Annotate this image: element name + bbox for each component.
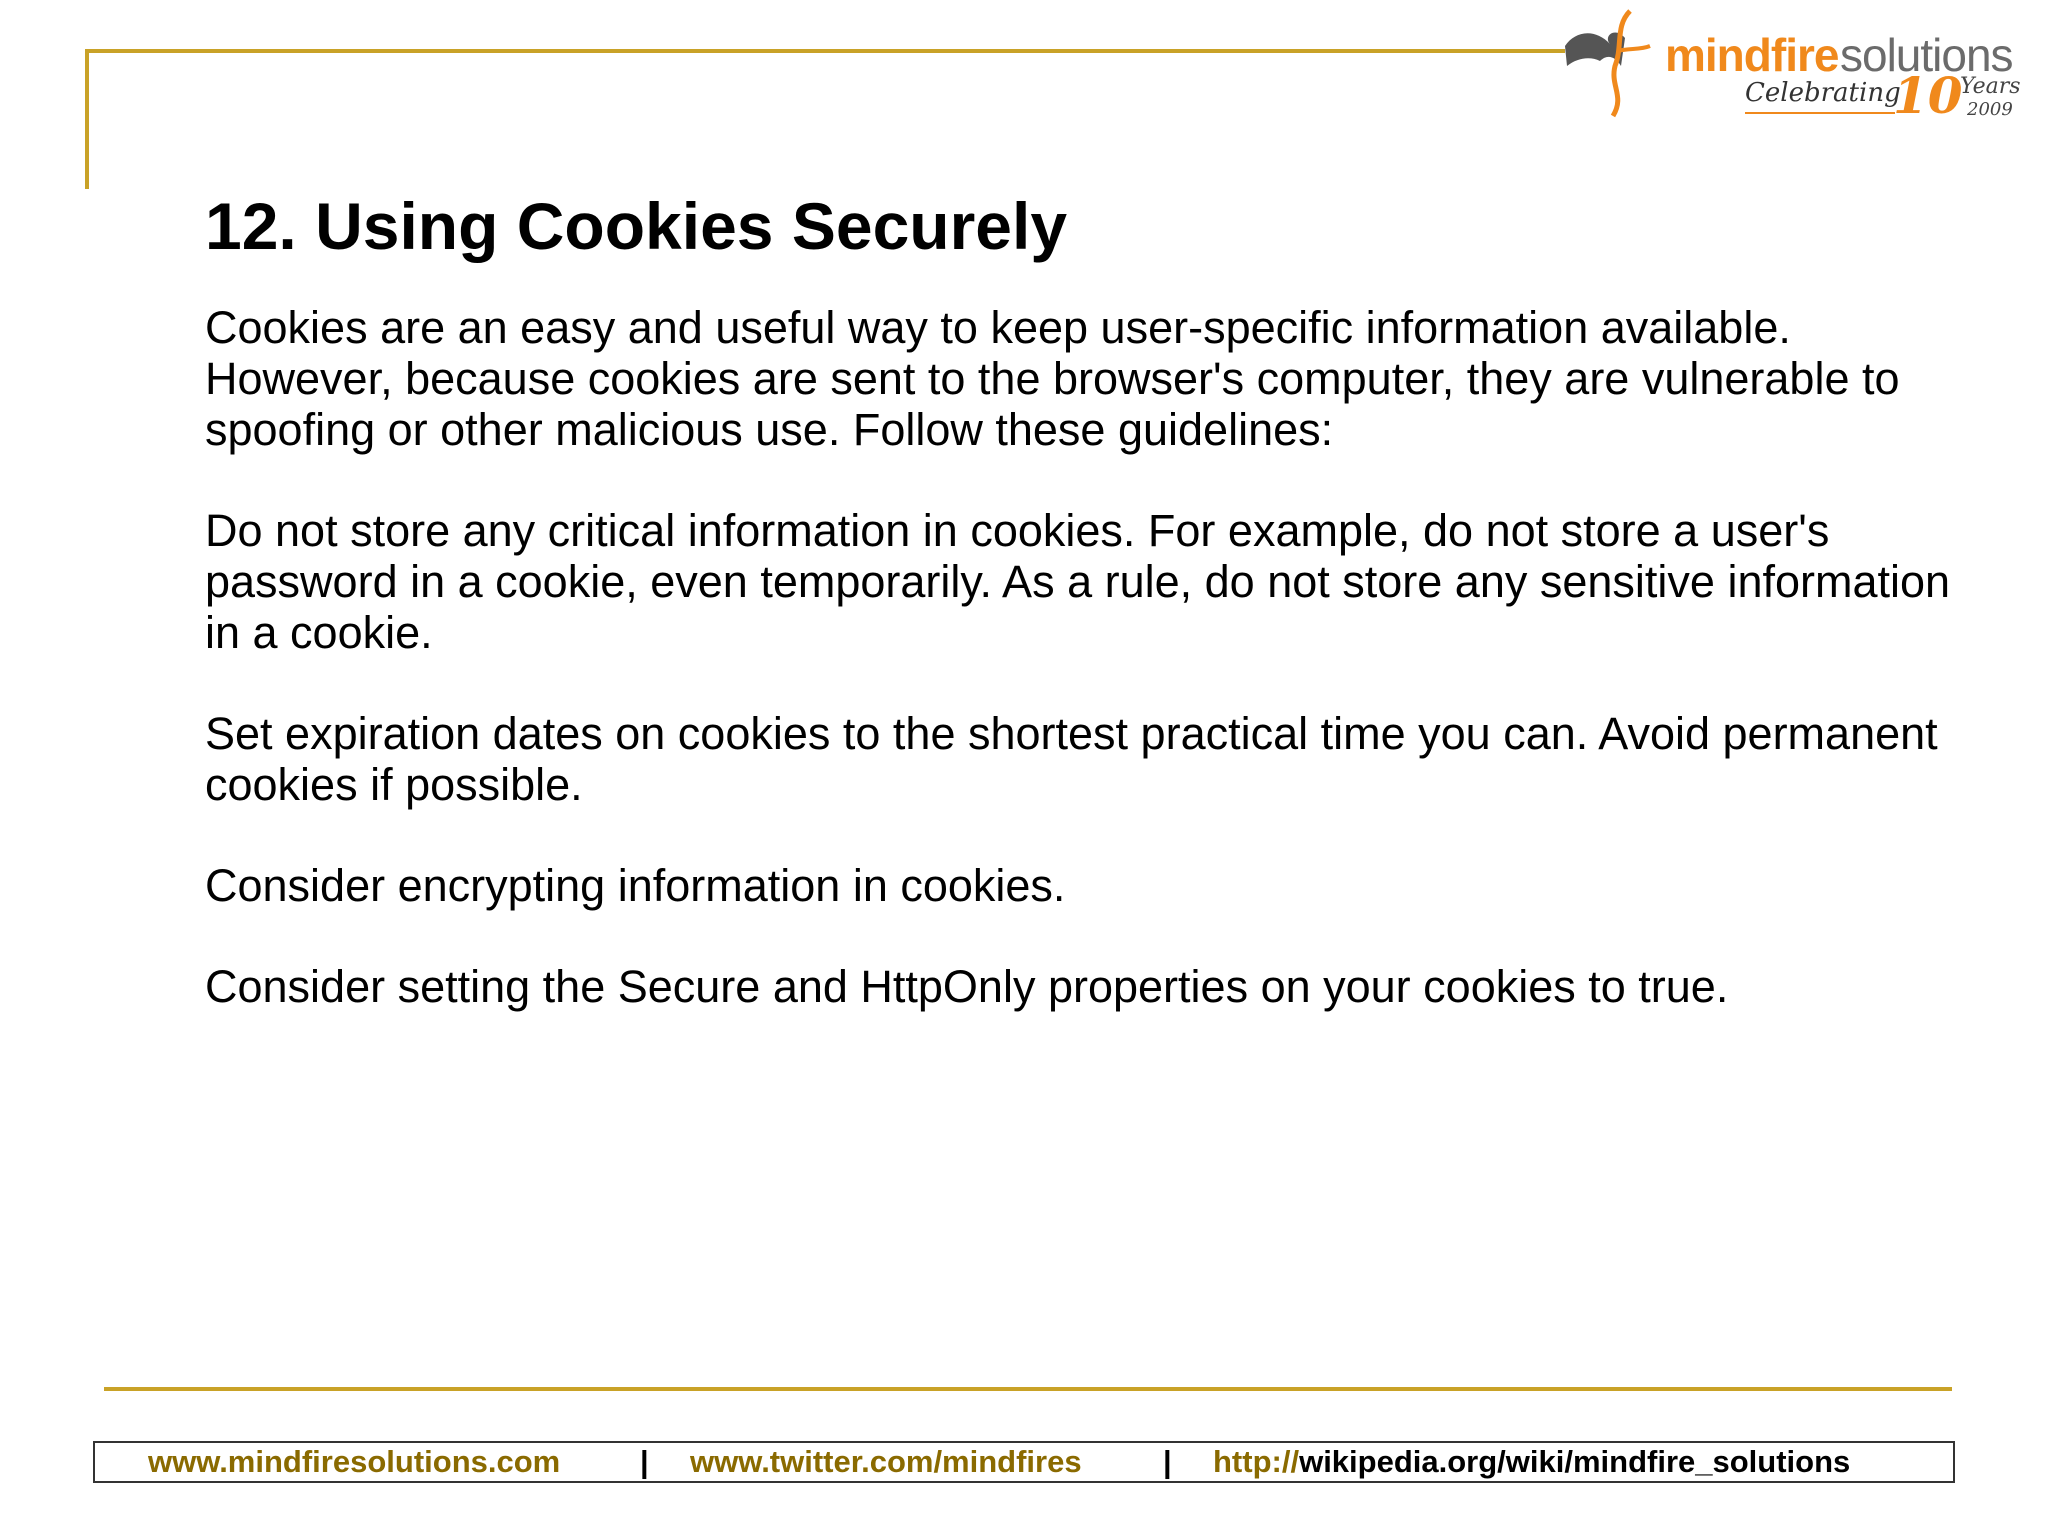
bottom-divider-line xyxy=(104,1387,1952,1391)
logo-wordmark-primary: mindfire xyxy=(1665,29,1839,81)
top-divider-line xyxy=(85,49,1565,53)
logo-year-text: 2009 xyxy=(1967,99,2013,120)
logo-wordmark-secondary: solutions xyxy=(1840,29,2013,81)
company-logo xyxy=(1555,6,2021,126)
footer-link-wikipedia-path: wikipedia.org/wiki/mindfire_solutions xyxy=(1299,1444,1851,1479)
slide-title: 12. Using Cookies Securely xyxy=(205,189,1068,263)
body-paragraph: Consider encrypting information in cookies. xyxy=(205,860,1066,911)
footer-link-wikipedia-protocol: http:// xyxy=(1213,1444,1300,1479)
footer-link-wikipedia[interactable] xyxy=(1213,1443,1850,1481)
flame-figure-icon xyxy=(1555,6,1665,121)
body-paragraph: Set expiration dates on cookies to the shortest practical time you can. Avoid permanent cookies if possible. xyxy=(205,708,1938,810)
logo-celebrating-text: Celebrating xyxy=(1745,78,1901,108)
footer-link-twitter[interactable]: www.twitter.com/mindfires xyxy=(690,1444,1082,1479)
slide-body xyxy=(205,302,1965,1062)
logo-underline xyxy=(1745,112,1895,114)
body-paragraph: Do not store any critical information in cookies. For example, do not store a user's password in a cookie, even temporarily. As a rule, do not store any sensitive information in a cookie. xyxy=(205,505,1951,658)
logo-anniversary-number: 10 xyxy=(1893,66,1963,125)
footer-separator: | xyxy=(1163,1444,1172,1479)
logo-years-text: Years xyxy=(1960,74,2021,99)
body-paragraph: Cookies are an easy and useful way to keep user-specific information available. However, because cookies are sent to the browser's computer, they are vulnerable to spoofing or other malicious use. Follow these guidelines: xyxy=(205,302,1900,455)
left-divider-line xyxy=(85,49,89,189)
footer-links-bar xyxy=(93,1441,1955,1483)
footer-separator: | xyxy=(640,1444,649,1479)
body-paragraph: Consider setting the Secure and HttpOnly properties on your cookies to true. xyxy=(205,961,1729,1012)
footer-link-website[interactable]: www.mindfiresolutions.com xyxy=(148,1444,561,1479)
